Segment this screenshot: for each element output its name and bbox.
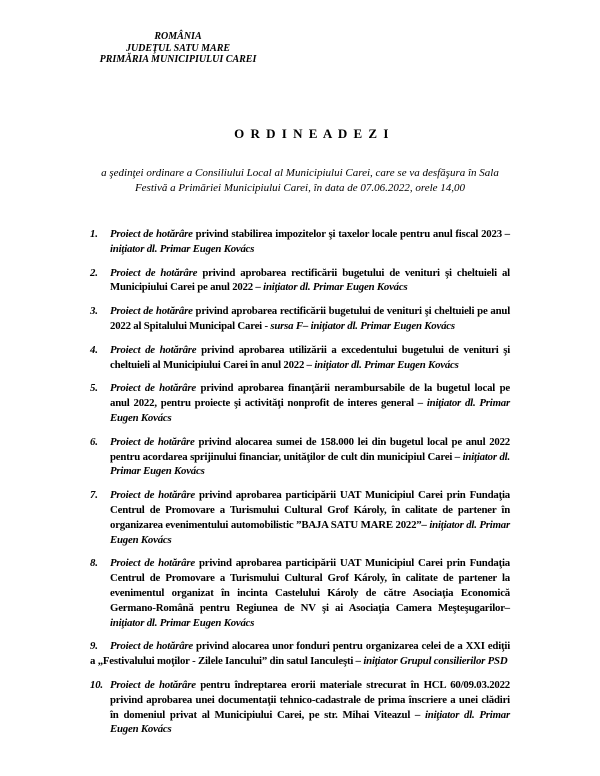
agenda-item-3: [90, 304, 510, 334]
agenda-item-text-segment: – iniţiator dl. Primar Eugen Kovács: [110, 450, 510, 478]
agenda-item-number: 1.: [90, 228, 98, 240]
agenda-item-number: 8.: [90, 557, 98, 570]
agenda-item-text-segment: privind alocarea sumei de 158.000 lei din bugetul local pe anul 2022 pentru acordarea sprijinului financiar, unităţilor de cult din municipiul Carei: [110, 435, 510, 463]
agenda-list: [90, 227, 510, 746]
agenda-item-text-segment: Proiect de hotărâre: [110, 678, 196, 691]
document-subtitle: a şedinţei ordinare a Consiliului Local al Municipiului Carei, care se va desfăşura în Sala Festivă a Primăriei Municipiului Carei, în data de 07.06.2022, orele 14,00: [101, 167, 499, 194]
agenda-item-9: [90, 639, 510, 669]
agenda-item-number: 2.: [90, 266, 98, 279]
agenda-item-text-segment: – iniţiator dl. Primar Eugen Kovács: [110, 601, 510, 629]
agenda-item-text-segment: – iniţiator dl. Primar Eugen Kovács: [110, 708, 510, 736]
agenda-item-number: 10.: [90, 678, 103, 691]
agenda-item-text-segment: – iniţiator dl. Primar Eugen Kovács: [255, 281, 408, 294]
agenda-item-text-segment: Proiect de hotărâre: [110, 305, 193, 318]
agenda-item-text-segment: privind aprobarea rectificării bugetului de venituri şi cheltuieli pe anul 2022 al Spitalului Municipal Carei -: [110, 305, 510, 332]
agenda-item-10: [90, 678, 510, 737]
agenda-item-text-segment: privind aprobarea utilizării a excedentului bugetului de venituri şi cheltuieli al Municipiului Carei în anul 2022: [110, 343, 511, 371]
agenda-item-text-segment: privind aprobarea participării UAT Municipiul Carei prin Fundaţia Centrul de Promovare a Turismului Cultural Grof Károly, în calitate de partener la evenimentul organizat în incinta Castelului Károly de către Asociaţia Economică Germano-Română pentru Regiunea de NV şi ai Asociaţia Camera Meşteşugarilor: [110, 557, 511, 614]
agenda-item-5: [90, 381, 510, 425]
agenda-item-number: 9.: [90, 640, 98, 653]
letterhead-municipality: PRIMĂRIA MUNICIPIULUI CAREI: [99, 54, 257, 66]
agenda-item-number: 6.: [90, 435, 98, 448]
letterhead-country: ROMÂNIA: [154, 31, 202, 42]
agenda-item-text-segment: – iniţiator dl. Primar Eugen Kovács: [306, 358, 459, 371]
agenda-item-number: 7.: [90, 489, 98, 502]
agenda-item-text-segment: – iniţiator dl. Primar Eugen Kovács: [110, 518, 510, 546]
agenda-item-text-segment: privind aprobarea rectificării bugetului de venituri şi cheltuieli al Municipiului Carei pe anul 2022: [110, 266, 510, 294]
agenda-item-text-segment: Proiect de hotărâre: [110, 266, 198, 279]
agenda-item-text-segment: privind alocarea unor fonduri pentru organizarea celei de a XXI ediţii a „Festivalului moţilor - Zilele Iancului” din satul Ianculeşti: [90, 640, 510, 668]
agenda-item-number: 3.: [90, 305, 98, 318]
agenda-item-text-segment: – iniţiator dl. Primar Eugen Kovács: [110, 397, 511, 424]
agenda-item-text-segment: privind aprobarea finanţării nerambursabile de la bugetul local pe anul 2022, pentru proiecte şi activităţi nonprofit de interes general: [110, 382, 510, 410]
agenda-item-8: [90, 556, 510, 630]
agenda-item-text-segment: Proiect de hotărâre: [110, 640, 194, 653]
agenda-item-text-segment: Proiect de hotărâre: [110, 382, 196, 395]
agenda-item-text-segment: – iniţiator dl. Primar Eugen Kovács: [110, 228, 510, 255]
agenda-item-4: [90, 343, 510, 373]
agenda-item-2: [90, 266, 510, 296]
agenda-item-text-segment: privind stabilirea impozitelor şi taxelor locale pentru anul fiscal 2023: [192, 228, 505, 240]
agenda-item-text-segment: Proiect de hotărâre: [110, 489, 195, 502]
agenda-item-text-segment: sursa F– iniţiator dl. Primar Eugen Kovács: [270, 319, 455, 332]
agenda-item-number: 5.: [90, 382, 98, 395]
document-title: O R D I N E A D E Z I: [234, 126, 390, 141]
agenda-item-text-segment: pentru îndreptarea erorii materiale strecurat în HCL 60/09.03.2022 privind aprobarea unei documentaţii tehnico-cadastrale de prima înscriere a unei clădiri în domeniul privat al Municipiului Carei, pe str. Mihai Viteazul: [110, 678, 510, 721]
letterhead-county: JUDEŢUL SATU MARE: [125, 42, 231, 54]
letterhead: [84, 31, 272, 66]
agenda-item-number: 4.: [90, 343, 98, 356]
agenda-item-text-segment: Proiect de hotărâre: [110, 343, 197, 356]
agenda-item-1: [90, 227, 510, 257]
agenda-item-7: [90, 488, 510, 547]
agenda-item-6: [90, 435, 510, 479]
agenda-item-text-segment: Proiect de hotărâre: [110, 228, 193, 240]
agenda-item-text-segment: privind aprobarea participării UAT Municipiul Carei prin Fundaţia Centrul de Promovare a Turismului Cultural Grof Károly, în calitate de partener în organizarea evenimentului automobilistic ”BAJA SATU MARE 2022”: [110, 489, 511, 531]
agenda-item-text-segment: Proiect de hotărâre: [110, 435, 195, 448]
agenda-item-text-segment: – iniţiator Grupul consilierilor PSD: [355, 655, 508, 668]
agenda-item-text-segment: Proiect de hotărâre: [110, 557, 195, 570]
